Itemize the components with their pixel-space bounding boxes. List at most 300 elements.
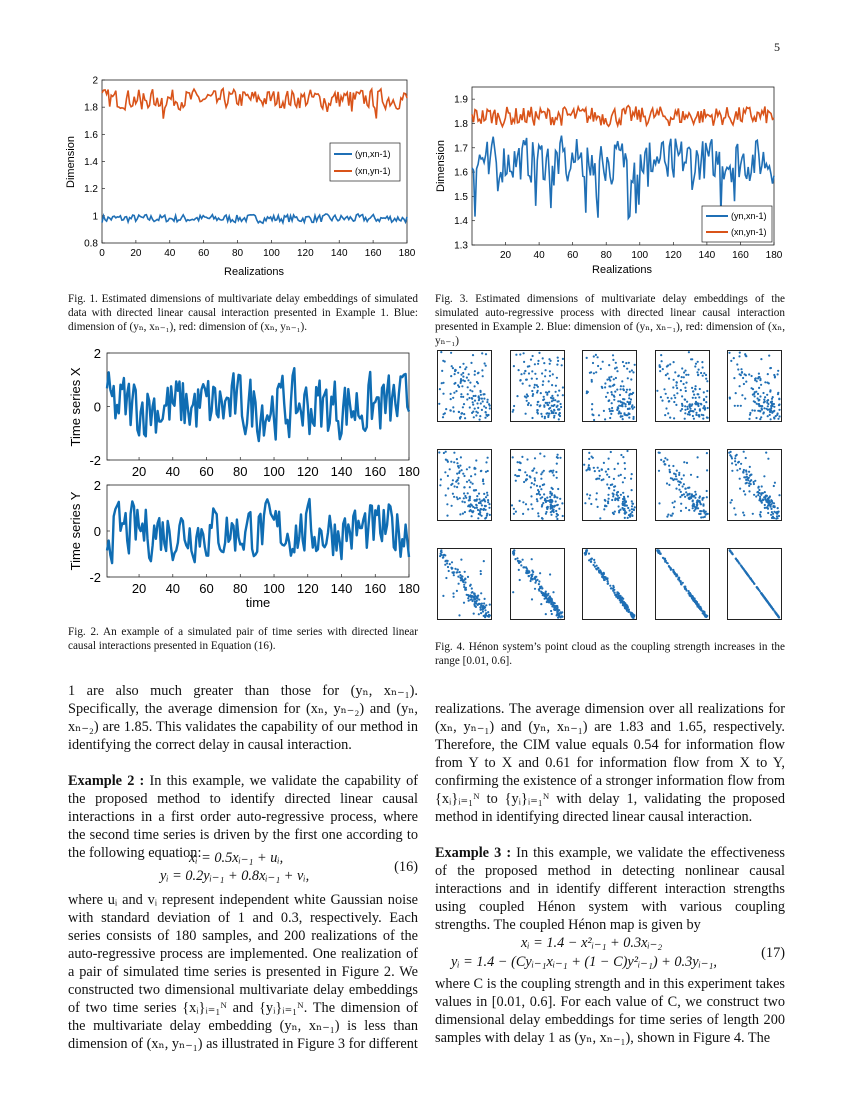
fig1-ytick-label: 1.6 [84,129,98,141]
fig4-point [657,549,659,551]
fig4-point [620,454,622,456]
fig4-point [759,379,761,381]
fig4-point [474,385,476,387]
fig4-point [674,371,676,373]
fig4-point [536,404,538,406]
fig4-point [593,559,595,561]
fig4-point [660,354,662,356]
fig4-point [545,595,547,597]
fig4-point [682,474,684,476]
fig4-point [778,616,780,618]
fig4-point [522,566,524,568]
fig4-point [769,411,771,413]
fig4-point [583,464,585,466]
fig1-xtick-label: 180 [398,248,416,259]
fig4-point [597,506,599,508]
fig4-point [678,472,680,474]
fig4-point [533,363,535,365]
fig4-point [553,404,555,406]
fig4-point [768,355,770,357]
fig3-xtick-label: 140 [698,250,716,261]
fig4-point [630,378,632,380]
fig4-point [695,412,697,414]
fig4-point [463,413,465,415]
fig4-panel [727,449,782,521]
fig4-point [535,378,537,380]
fig4-point [467,576,469,578]
fig4-point [742,512,744,514]
fig4-point [588,458,590,460]
example3-heading: Example 3 : [435,845,512,861]
fig4-point [514,511,516,513]
fig4-point [776,515,778,517]
fig4-point [729,549,731,551]
fig2-xtick-label: 40 [165,464,181,479]
fig4-point [680,376,682,378]
fig4-point [527,508,529,510]
fig4-point [773,485,775,487]
fig4-point [469,599,471,601]
fig4-point [540,603,542,605]
fig4-point [550,602,552,604]
fig4-point [476,498,478,500]
fig4-point [523,361,525,363]
fig4-point [546,497,548,499]
fig4-point [681,367,683,369]
fig4-point [471,587,473,589]
fig4-point [556,405,558,407]
fig4-point [558,390,560,392]
fig3-xtick-label: 80 [600,250,612,261]
fig4-point [550,514,552,516]
fig2-ytick-label: 2 [93,478,101,493]
fig4-point [591,408,593,410]
fig4-point [547,404,549,406]
fig2-xtick-label: 40 [165,581,181,596]
fig3-ylabel: Dimension [435,140,447,192]
fig4-point [656,390,658,392]
fig4-point [516,395,518,397]
fig4-point [543,493,545,495]
fig4-point [611,393,613,395]
fig4-point [687,590,689,592]
fig4-point [615,377,617,379]
fig3-ytick-label: 1.6 [454,167,468,179]
fig4-point [453,571,455,573]
fig4-point [588,553,590,555]
fig4-point [486,401,488,403]
fig4-point [555,477,557,479]
fig4-point [549,496,551,498]
fig4-point [626,414,628,416]
fig4-point [684,588,686,590]
fig4-point [696,603,698,605]
fig4-point [470,596,472,598]
fig4-point [553,415,555,417]
fig4-point [469,499,471,501]
fig4-point [594,470,596,472]
fig4-point [745,381,747,383]
fig4-point [760,358,762,360]
fig4-point [698,606,700,608]
fig4-point [608,376,610,378]
eq16-number: (16) [394,859,418,875]
fig4-point [460,396,462,398]
fig1-legend [330,143,400,181]
page-number: 5 [774,40,780,54]
fig4-point [614,391,616,393]
fig4-point [684,409,686,411]
fig4-point [657,470,659,472]
fig4-point [475,414,477,416]
fig2-xtick-label: 100 [263,581,285,596]
fig4-point [440,478,442,480]
fig4-point [682,483,684,485]
fig4-point [474,468,476,470]
fig4-point [679,581,681,583]
fig4-point [702,391,704,393]
fig4-point [774,505,776,507]
fig4-point [470,503,472,505]
fig4-point [529,486,531,488]
fig4-point [441,382,443,384]
right-para3: where C is the coupling strength and in this experiment takes values in [0.01, 0.6]. For each value of C, we construct two dimensional delay embeddings for time series of length 200 samples with delay 1 as (yₙ, xₙ₋₁), shown in Figure 4. The [435,976,785,1046]
fig4-point [560,406,562,408]
fig4-point [597,365,599,367]
fig4-point [748,485,750,487]
fig4-point [599,517,601,519]
fig4-point [753,483,755,485]
fig4-point [728,352,730,354]
fig4-point [695,501,697,503]
fig4-point [543,416,545,418]
fig4-point [617,495,619,497]
fig4-point [743,383,745,385]
fig4-point [630,398,632,400]
fig4-point [554,399,556,401]
fig4-point [767,373,769,375]
fig4-point [470,475,472,477]
fig4-point [457,482,459,484]
fig4-point [522,513,524,515]
fig4-point [753,400,755,402]
fig4-point [548,358,550,360]
fig4-point [463,602,465,604]
fig4-point [627,507,629,509]
fig4-point [702,610,704,612]
fig4-point [477,407,479,409]
fig4-point [539,392,541,394]
fig4-point [548,599,550,601]
fig4-point [445,459,447,461]
fig4-point [691,500,693,502]
fig4-point [778,511,780,513]
fig4-panel [510,449,565,521]
fig4-point [445,494,447,496]
fig4-point [550,505,552,507]
fig4-point [622,388,624,390]
fig4-point [516,557,518,559]
eq17-line1: xᵢ = 1.4 − x²ᵢ₋₁ + 0.3xᵢ₋₂ [521,935,663,951]
fig4-point [612,354,614,356]
fig4-point [692,410,694,412]
fig4-point [471,592,473,594]
fig4-point [556,518,558,520]
fig4-point [544,369,546,371]
fig4-point [512,552,514,554]
fig4-point [698,495,700,497]
fig4-point [771,411,773,413]
fig4-point [483,398,485,400]
fig4-point [440,351,442,353]
fig4-point [461,469,463,471]
fig4-point [624,468,626,470]
fig4-point [737,368,739,370]
fig4-point [736,469,738,471]
fig3-xtick-label: 40 [533,250,545,261]
fig4-point [625,405,627,407]
fig4-point [478,599,480,601]
fig4-point [465,497,467,499]
fig4-point [696,361,698,363]
fig4-point [584,502,586,504]
fig4-point [770,367,772,369]
fig4-point [593,467,595,469]
fig4-point [620,412,622,414]
fig4-point [666,516,668,518]
fig4-point [584,554,586,556]
fig4-point [694,600,696,602]
fig4-point [766,402,768,404]
fig4-point [696,476,698,478]
fig4-point [479,603,481,605]
fig1-ytick-label: 1.2 [84,184,98,196]
fig4-point [700,608,702,610]
fig4-point [771,517,773,519]
fig2-xtick-label: 100 [263,464,285,479]
fig4-point [627,517,629,519]
fig4-point [759,410,761,412]
fig4-point [482,393,484,395]
fig4-point [521,559,523,561]
fig4-point [668,484,670,486]
fig4-point [730,360,732,362]
fig4-point [462,396,464,398]
fig4-point [633,614,635,616]
fig4-point [552,470,554,472]
fig4-point [684,390,686,392]
fig4-point [740,368,742,370]
fig4-point [684,387,686,389]
fig4-point [767,405,769,407]
fig4-point [703,409,705,411]
fig4-point [467,492,469,494]
fig4-point [452,367,454,369]
fig3-xlabel: Realizations [592,264,652,276]
fig4-point [558,508,560,510]
fig2-bottom-ylabel: Time series Y [68,491,83,571]
fig4-point [772,396,774,398]
fig4-point [683,461,685,463]
fig4-point [439,555,441,557]
fig4-point [589,372,591,374]
fig4-point [474,408,476,410]
fig4-point [530,378,532,380]
fig4-point [450,484,452,486]
fig4-point [624,607,626,609]
fig4-point [682,383,684,385]
fig4-point [552,412,554,414]
fig4-point [446,515,448,517]
fig4-point [611,407,613,409]
fig4-point [556,364,558,366]
fig4-panel [437,548,492,620]
fig4-point [451,365,453,367]
fig1-ytick-label: 1 [92,211,98,223]
fig4-point [607,580,609,582]
fig2-ytick-label: 0 [93,399,101,415]
fig4-point [678,489,680,491]
fig4-point [474,374,476,376]
fig4-point [602,478,604,480]
fig4-point [776,512,778,514]
fig4-point [442,557,444,559]
fig4-point [485,461,487,463]
fig4-point [604,500,606,502]
fig4-point [672,386,674,388]
fig3-ytick-label: 1.5 [454,191,468,203]
fig4-point [586,493,588,495]
fig4-point [694,401,696,403]
fig4-point [622,481,624,483]
fig4-point [702,509,704,511]
fig4-point [559,403,561,405]
fig4-point [453,452,455,454]
fig4-point [543,483,545,485]
fig4-point [615,362,617,364]
fig4-point [660,459,662,461]
fig4-point [555,471,557,473]
fig4-point [444,360,446,362]
fig4-point [533,479,535,481]
fig4-point [537,583,539,585]
fig4-point [606,474,608,476]
fig4-point [533,483,535,485]
fig4-point [514,474,516,476]
fig4-point [548,363,550,365]
fig4-point [548,402,550,404]
fig4-point [737,461,739,463]
fig4-point [556,394,558,396]
fig4-point [479,419,481,421]
fig4-point [538,485,540,487]
fig4-point [478,498,480,500]
example2-paragraph: Example 2 : In this example, we validate the capability of the proposed method to identify directed linear causal interactions in a first order auto-regressive process, where the second time series is driven by the first one according to the following equation: [68,773,418,861]
fig4-point [450,567,452,569]
fig4-point [541,504,543,506]
fig4-point [553,409,555,411]
fig4-point [631,473,633,475]
fig4-point [555,510,557,512]
fig4-point [533,477,535,479]
fig4-point [761,407,763,409]
fig4-point [611,483,613,485]
fig4-point [457,576,459,578]
fig4-point [542,396,544,398]
fig4-point [538,352,540,354]
fig4-point [750,579,752,581]
fig4-point [744,398,746,400]
fig4-point [530,574,532,576]
fig4-point [478,613,480,615]
fig4-point [541,384,543,386]
fig4-point [442,393,444,395]
fig4-point [456,571,458,573]
fig4-point [537,588,539,590]
fig4-point [549,597,551,599]
fig4-point [450,398,452,400]
fig4-point [770,606,772,608]
fig4-point [558,615,560,617]
fig4-point [743,469,745,471]
fig4-point [535,472,537,474]
fig4-point [556,454,558,456]
fig2-ytick-label: -2 [89,570,101,585]
fig4-point [438,403,440,405]
fig1-ytick-label: 1.8 [84,102,98,114]
fig1-xtick-label: 40 [164,248,176,259]
fig4-point [452,397,454,399]
fig4-point [673,573,675,575]
fig4-point [705,615,707,617]
fig4-point [757,397,759,399]
fig4-point [540,488,542,490]
fig4-point [680,583,682,585]
fig4-point [612,359,614,361]
fig4-point [530,482,532,484]
fig4-point [469,506,471,508]
fig4-point [467,379,469,381]
fig1-series-blue [102,214,407,223]
fig4-panel [510,350,565,422]
fig4-point [477,412,479,414]
fig4-point [697,414,699,416]
fig4-point [610,413,612,415]
fig4-point [606,379,608,381]
fig4-point [769,391,771,393]
fig4-point [618,596,620,598]
fig4-point [694,365,696,367]
fig4-point [761,485,763,487]
fig4-point [462,379,464,381]
fig4-point [517,369,519,371]
fig4-point [774,375,776,377]
fig4-point [467,505,469,507]
fig2-ytick-label: 0 [93,524,101,539]
fig4-point [770,499,772,501]
fig1-ytick-label: 0.8 [84,238,98,250]
fig4-point [601,468,603,470]
fig4-point [735,558,737,560]
fig4-point [681,404,683,406]
fig4-point [614,468,616,470]
fig4-point [478,502,480,504]
fig4-point [701,366,703,368]
fig4-point [466,377,468,379]
fig4-point [541,415,543,417]
fig4-point [522,501,524,503]
fig4-point [764,401,766,403]
